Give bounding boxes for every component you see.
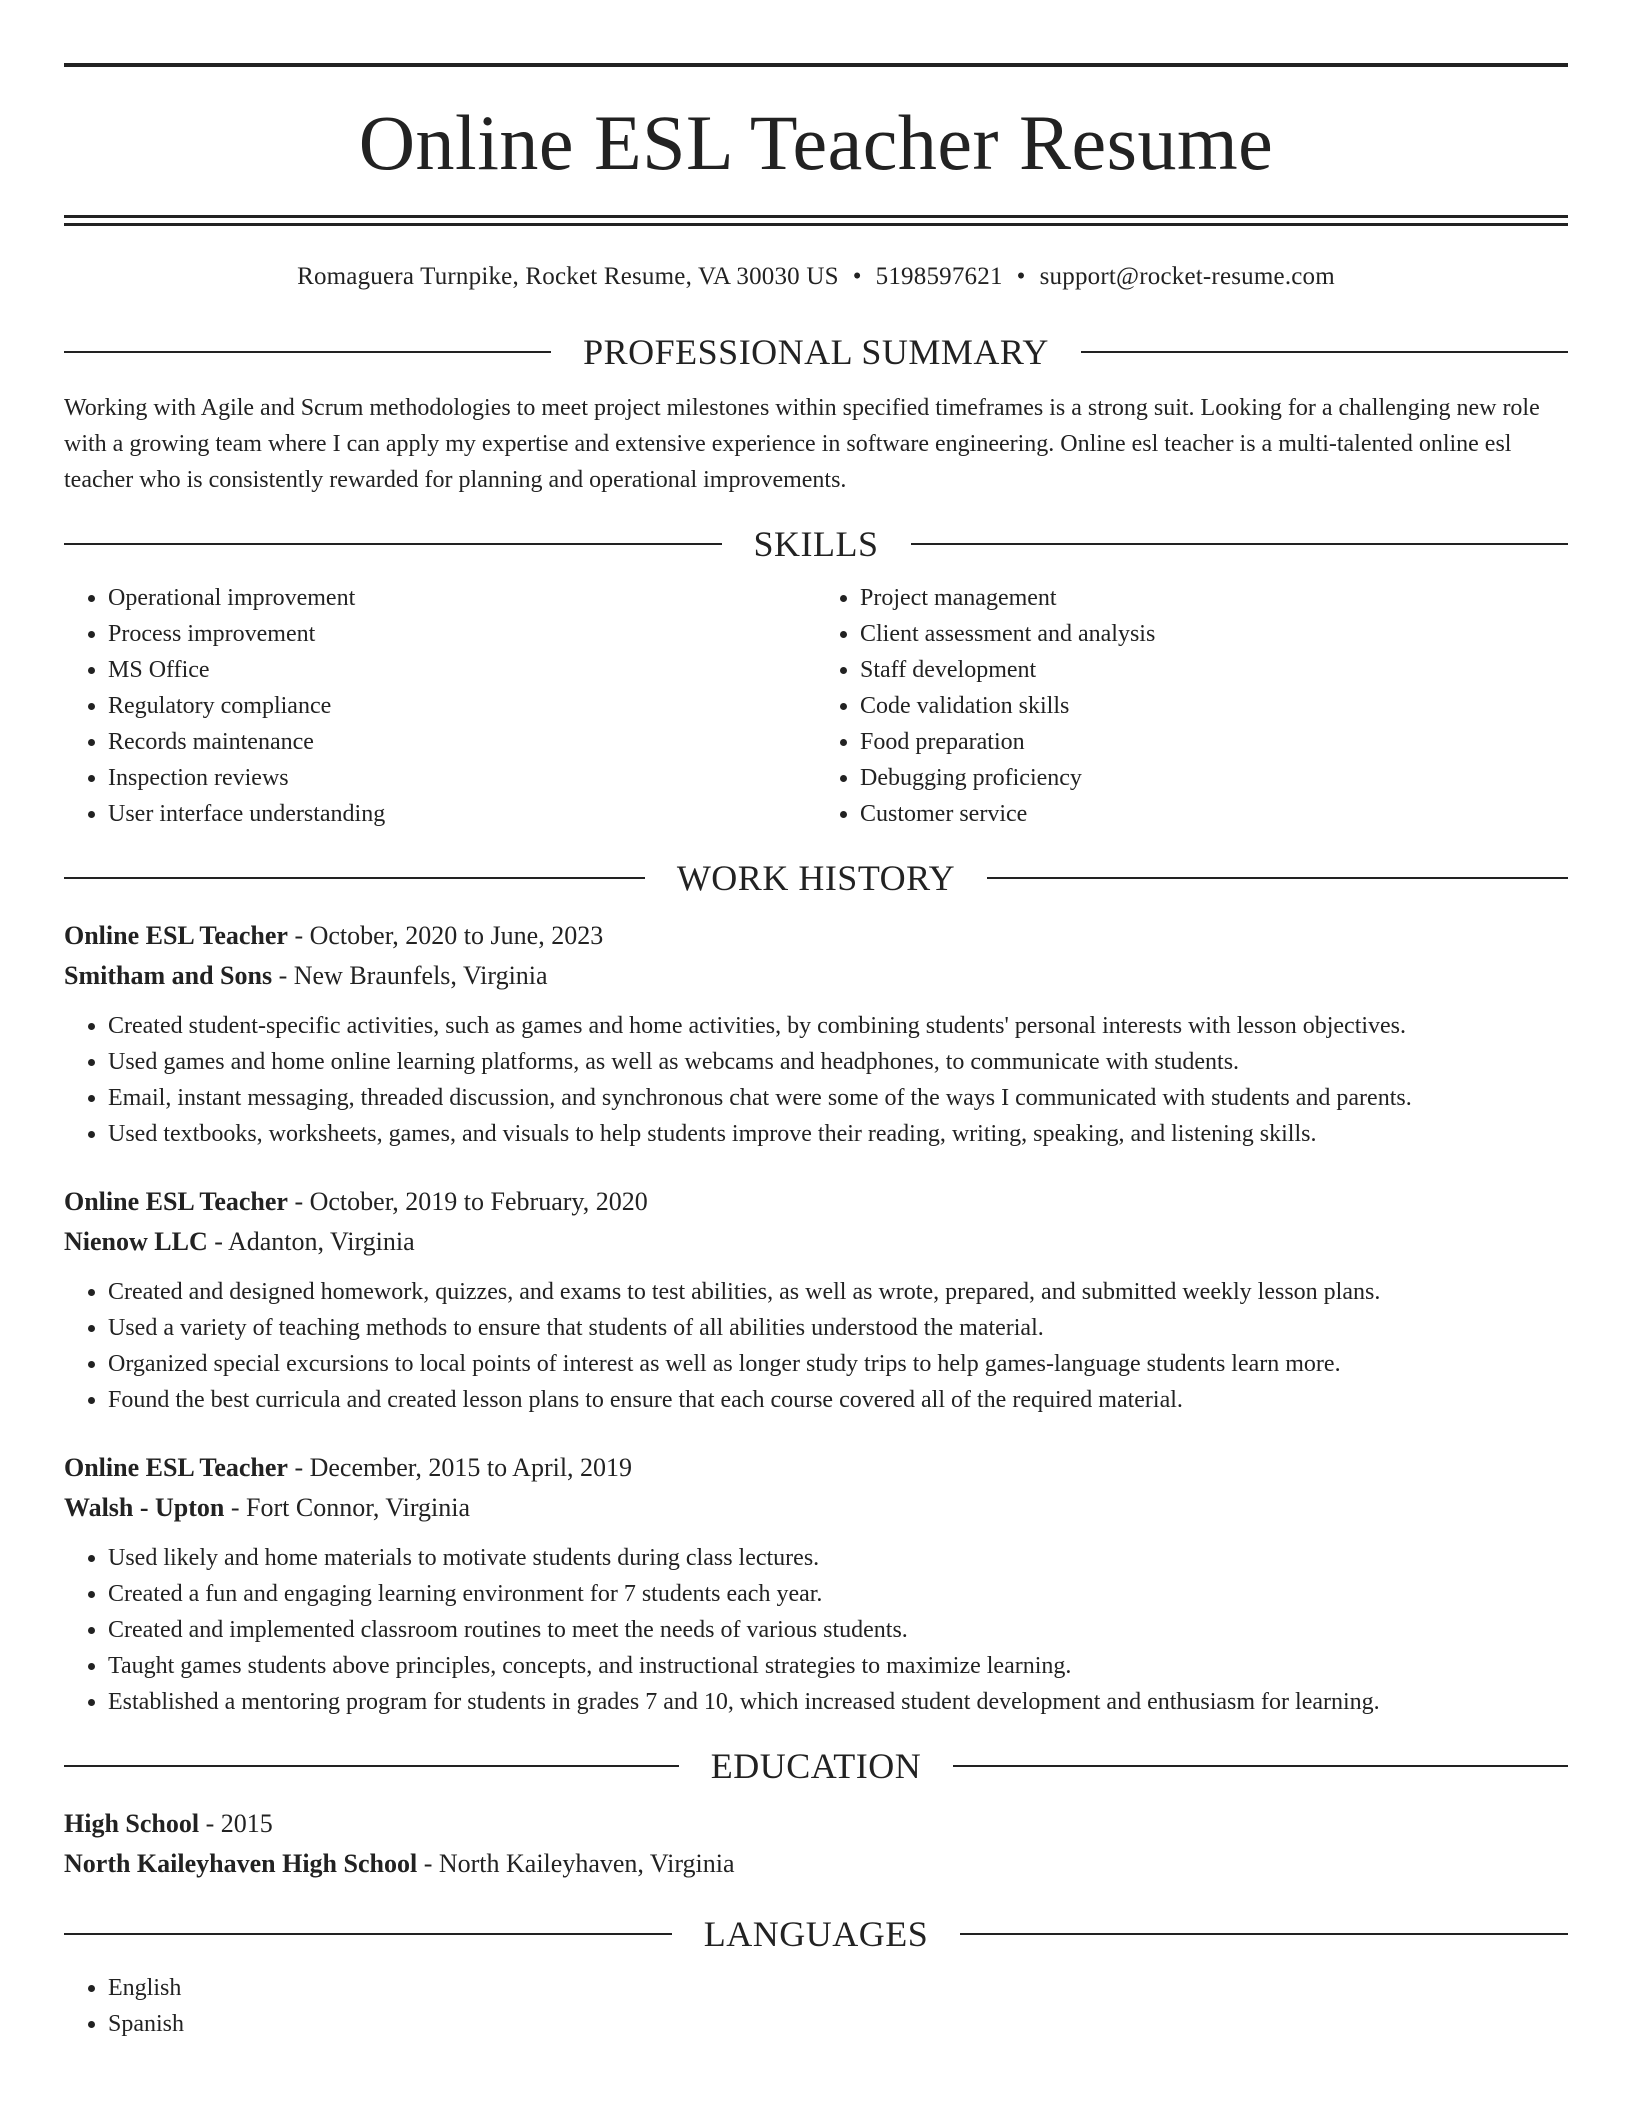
- education-school: North Kaileyhaven High School: [64, 1849, 418, 1878]
- job-location: - Adanton, Virginia: [207, 1227, 415, 1256]
- divider-line: [64, 1933, 672, 1935]
- education-entry: [64, 1804, 1568, 1884]
- top-rule: [64, 63, 1568, 67]
- job-bullet: • Organized special excursions to local points of interest as well as longer study trips to help games-language students learn more.: [108, 1346, 1568, 1382]
- education-school-line: [64, 1844, 1568, 1884]
- education-year: - 2015: [199, 1809, 273, 1838]
- title-double-rule: [64, 215, 1568, 226]
- job-entry: [64, 1182, 1568, 1418]
- section-title-skills: SKILLS: [753, 524, 879, 564]
- section-header-languages: [64, 1910, 1568, 1958]
- job-title: Online ESL Teacher: [64, 1187, 288, 1216]
- job-title-line: [64, 1182, 1568, 1222]
- job-bullet: • Created student-specific activities, such as games and home activities, by combining students' personal interests with lesson objectives.: [108, 1008, 1568, 1044]
- job-location: - Fort Connor, Virginia: [224, 1493, 470, 1522]
- job-bullet: • Used a variety of teaching methods to ensure that students of all abilities understood the material.: [108, 1310, 1568, 1346]
- section-title-languages: LANGUAGES: [703, 1914, 929, 1954]
- contact-separator: •: [1016, 263, 1026, 290]
- skill-item: • Inspection reviews: [108, 760, 816, 796]
- skills-list-right: [816, 580, 1568, 832]
- languages-block: [64, 1970, 1568, 2042]
- skill-item: • Project management: [860, 580, 1568, 616]
- language-item: • English: [108, 1970, 1568, 2006]
- resume-title: Online ESL Teacher Resume: [358, 99, 1274, 186]
- job-entry: [64, 916, 1568, 1152]
- job-title-line: [64, 916, 1568, 956]
- job-bullets: [64, 1540, 1568, 1720]
- job-location: - New Braunfels, Virginia: [272, 961, 548, 990]
- job-bullets: [64, 1008, 1568, 1152]
- skill-item: • Client assessment and analysis: [860, 616, 1568, 652]
- education-degree: High School: [64, 1809, 200, 1838]
- education-location: - North Kaileyhaven, Virginia: [417, 1849, 735, 1878]
- skill-item: • MS Office: [108, 652, 816, 688]
- contact-phone: 5198597621: [875, 263, 1003, 290]
- summary-text: Working with Agile and Scrum methodologies to meet project milestones within specified timeframes is a strong suit. Looking for a challenging new role with a growing team where I can apply my expertise and extensive experience in software engineering. Online esl teacher is a multi-talented online esl teacher who is consistently rewarded for planning and operational improvements.: [64, 395, 1540, 493]
- contact-line: [64, 260, 1568, 294]
- section-title-education: EDUCATION: [710, 1746, 922, 1786]
- job-dates: - October, 2020 to June, 2023: [287, 921, 604, 950]
- job-bullet: • Email, instant messaging, threaded discussion, and synchronous chat were some of the ways I communicated with students and parents.: [108, 1080, 1568, 1116]
- divider-line: [911, 543, 1569, 545]
- job-title: Online ESL Teacher: [64, 921, 288, 950]
- job-dates: - October, 2019 to February, 2020: [287, 1187, 648, 1216]
- job-bullet: • Used games and home online learning platforms, as well as webcams and headphones, to communicate with students.: [108, 1044, 1568, 1080]
- job-bullet: • Used likely and home materials to motivate students during class lectures.: [108, 1540, 1568, 1576]
- divider-line: [953, 1765, 1568, 1767]
- skill-item: • Code validation skills: [860, 688, 1568, 724]
- contact-email: support@rocket-resume.com: [1039, 263, 1335, 290]
- job-title: Online ESL Teacher: [64, 1453, 288, 1482]
- job-dates: - December, 2015 to April, 2019: [287, 1453, 633, 1482]
- job-bullet: • Created a fun and engaging learning environment for 7 students each year.: [108, 1576, 1568, 1612]
- job-bullet: • Taught games students above principles, concepts, and instructional strategies to maximize learning.: [108, 1648, 1568, 1684]
- skill-item: • Process improvement: [108, 616, 816, 652]
- section-title-summary: PROFESSIONAL SUMMARY: [583, 332, 1049, 372]
- job-bullets: [64, 1274, 1568, 1418]
- job-title-line: [64, 1448, 1568, 1488]
- skills-list-left: [64, 580, 816, 832]
- job-bullet: • Found the best curricula and created lesson plans to ensure that each course covered all of the required material.: [108, 1382, 1568, 1418]
- skill-item: • Records maintenance: [108, 724, 816, 760]
- divider-line: [987, 877, 1568, 879]
- divider-line: [64, 543, 722, 545]
- job-bullet: • Established a mentoring program for students in grades 7 and 10, which increased student development and enthusiasm for learning.: [108, 1684, 1568, 1720]
- divider-line: [64, 877, 645, 879]
- job-company-line: [64, 1488, 1568, 1528]
- skill-item: • Food preparation: [860, 724, 1568, 760]
- section-header-skills: [64, 520, 1568, 568]
- section-header-work: [64, 854, 1568, 902]
- job-company-line: [64, 1222, 1568, 1262]
- job-bullet: • Created and implemented classroom routines to meet the needs of various students.: [108, 1612, 1568, 1648]
- skill-item: • Customer service: [860, 796, 1568, 832]
- job-company: Walsh - Upton: [64, 1493, 225, 1522]
- skill-item: • Debugging proficiency: [860, 760, 1568, 796]
- job-bullet: • Created and designed homework, quizzes, and exams to test abilities, as well as wrote, prepared, and submitted weekly lesson plans.: [108, 1274, 1568, 1310]
- job-company-line: [64, 956, 1568, 996]
- divider-line: [64, 1765, 679, 1767]
- divider-line: [960, 1933, 1568, 1935]
- job-bullet: • Used textbooks, worksheets, games, and visuals to help students improve their reading, writing, speaking, and listening skills.: [108, 1116, 1568, 1152]
- section-header-summary: [64, 328, 1568, 376]
- divider-line: [64, 351, 551, 353]
- skill-item: • User interface understanding: [108, 796, 816, 832]
- section-title-work: WORK HISTORY: [676, 858, 956, 898]
- skills-columns: [64, 580, 1568, 832]
- skill-item: • Staff development: [860, 652, 1568, 688]
- language-item: • Spanish: [108, 2006, 1568, 2042]
- job-company: Smitham and Sons: [64, 961, 273, 990]
- education-degree-line: [64, 1804, 1568, 1844]
- job-company: Nienow LLC: [64, 1227, 208, 1256]
- contact-address: Romaguera Turnpike, Rocket Resume, VA 30030 US: [297, 263, 839, 290]
- skill-item: • Operational improvement: [108, 580, 816, 616]
- languages-list: [64, 1970, 1568, 2042]
- section-header-education: [64, 1742, 1568, 1790]
- divider-line: [1081, 351, 1568, 353]
- job-entry: [64, 1448, 1568, 1720]
- skill-item: • Regulatory compliance: [108, 688, 816, 724]
- contact-separator: •: [852, 263, 862, 290]
